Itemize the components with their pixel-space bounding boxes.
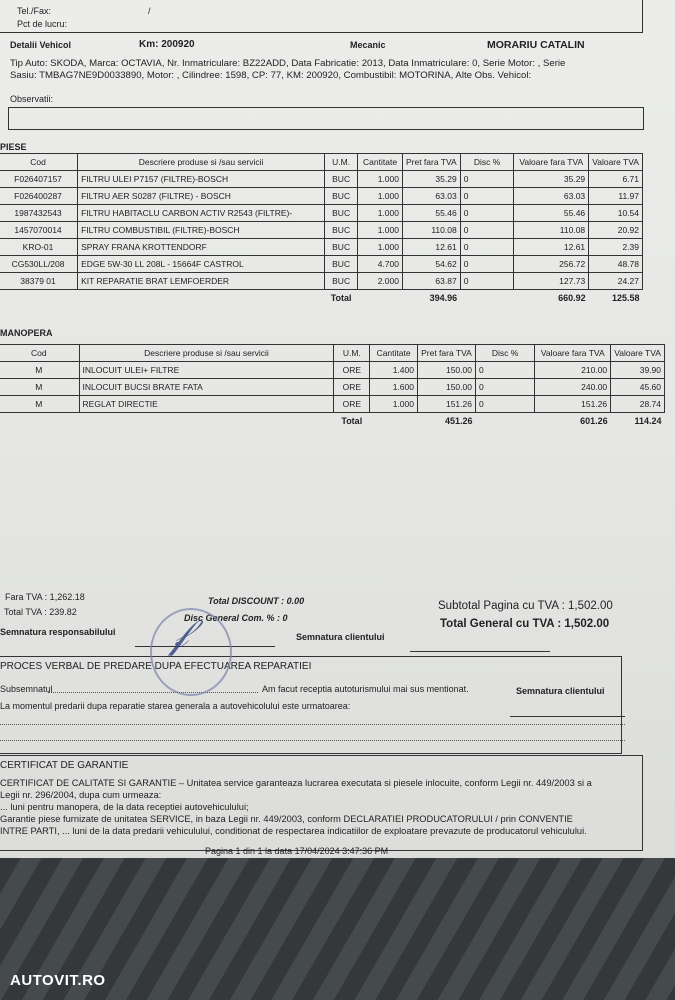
- table-cell: 45.60: [611, 379, 665, 396]
- column-header: Valoare TVA: [589, 154, 643, 171]
- table-cell: 240.00: [535, 379, 611, 396]
- page-footer: Pagina 1 din 1 la data 17/04/2024 3:47:36 PM: [205, 846, 389, 856]
- table-cell: 0: [460, 256, 514, 273]
- total-general-label: [440, 618, 609, 630]
- table-cell: ORE: [334, 396, 370, 413]
- table-cell: M: [0, 396, 79, 413]
- total-tva: Total TVA : 239.82: [4, 607, 77, 617]
- column-header: Disc %: [460, 154, 514, 171]
- table-cell: KIT REPARATIE BRAT LEMFOERDER: [78, 273, 325, 290]
- table-cell: 150.00: [417, 362, 475, 379]
- table-row: [0, 205, 643, 222]
- subtotal-pagina: Subtotal Pagina cu TVA : 1,502.00: [438, 600, 613, 612]
- total-pret: 394.96: [429, 293, 458, 304]
- column-header: Descriere produse si /sau servicii: [78, 154, 325, 171]
- table-cell: ORE: [334, 362, 370, 379]
- client-info-box: [0, 0, 643, 33]
- table-row: [0, 239, 643, 256]
- garantie-line-2: Legii nr. 296/2004, dupa cum urmeaza:: [0, 790, 162, 800]
- table-cell: 54.62: [402, 256, 460, 273]
- garantie-line-5: INTRE PARTI, ... luni de la data predarii vehiculului, conditionat de respectarea indicatiilor de exploatare prevazute de producatorul vehiculului.: [0, 826, 587, 836]
- total-label: Total: [341, 416, 363, 427]
- table-cell: 35.29: [514, 171, 589, 188]
- semnatura-client-2: Semnatura clientului: [516, 686, 605, 696]
- semnatura-client: Semnatura clientului: [296, 632, 385, 642]
- table-cell: 2.39: [589, 239, 643, 256]
- table-cell: REGLAT DIRECTIE: [79, 396, 334, 413]
- table-row: [0, 256, 643, 273]
- signature-line: [410, 651, 550, 652]
- total-pret: 451.26: [444, 416, 473, 427]
- table-row: [0, 362, 665, 379]
- table-cell: FILTRU HABITACLU CARBON ACTIV R2543 (FILTRE)-: [78, 205, 325, 222]
- watermark-logo: AUTOVIT.RO: [10, 972, 106, 989]
- table-cell: 0: [475, 379, 534, 396]
- total-row: [0, 413, 665, 430]
- table-cell: 0: [460, 188, 514, 205]
- disc-general: Disc General Com. % : 0: [184, 613, 288, 623]
- table-cell: 1.600: [370, 379, 418, 396]
- table-cell: 10.54: [589, 205, 643, 222]
- column-header: U.M.: [334, 345, 370, 362]
- total-tva-value: 114.24: [634, 416, 662, 427]
- table-cell: 55.46: [402, 205, 460, 222]
- table-cell: 0: [475, 396, 534, 413]
- column-header: U.M.: [325, 154, 358, 171]
- table-cell: 1.000: [370, 396, 418, 413]
- table-cell: BUC: [325, 171, 358, 188]
- total-label: Total: [330, 293, 352, 304]
- column-header: Valoare fara TVA: [514, 154, 589, 171]
- table-cell: 0: [460, 273, 514, 290]
- semnatura-responsabil: Semnatura responsabilului: [0, 627, 116, 637]
- table-cell: 24.27: [589, 273, 643, 290]
- table-cell: 38379 01: [0, 273, 78, 290]
- table-row: [0, 171, 643, 188]
- total-valoare: 660.92: [558, 293, 586, 304]
- table-cell: 151.26: [417, 396, 475, 413]
- table-cell: FILTRU AER S0287 (FILTRE) - BOSCH: [78, 188, 325, 205]
- total-row: [0, 290, 643, 307]
- table-cell: 55.46: [514, 205, 589, 222]
- table-cell: 127.73: [514, 273, 589, 290]
- table-cell: 256.72: [514, 256, 589, 273]
- table-cell: 63.03: [514, 188, 589, 205]
- total-general-value: 1,502.00: [564, 618, 610, 630]
- garantie-line-1: CERTIFICAT DE CALITATE SI GARANTIE – Unitatea service garanteaza lucrarea executata si piesele inlocuite, conform Legii nr. 449/2003 si a: [0, 778, 592, 788]
- table-cell: 12.61: [514, 239, 589, 256]
- table-cell: 11.97: [589, 188, 643, 205]
- table-cell: BUC: [325, 205, 358, 222]
- table-cell: 0: [460, 171, 514, 188]
- table-cell: 12.61: [402, 239, 460, 256]
- table-cell: M: [0, 362, 79, 379]
- table-cell: 0: [460, 205, 514, 222]
- column-header: Disc %: [475, 345, 534, 362]
- km: Km: 200920: [139, 39, 195, 50]
- manopera-table: [0, 344, 665, 430]
- table-cell: ORE: [334, 379, 370, 396]
- proces-title: PROCES VERBAL DE PREDARE DUPA EFECTUAREA REPARATIEI: [0, 661, 312, 672]
- table-cell: BUC: [325, 188, 358, 205]
- table-cell: CG530LL/208: [0, 256, 78, 273]
- table-cell: EDGE 5W-30 LL 208L - 15664F CASTROL: [78, 256, 325, 273]
- fara-tva: Fara TVA : 1,262.18: [5, 592, 85, 602]
- table-cell: 48.78: [589, 256, 643, 273]
- table-cell: 63.87: [402, 273, 460, 290]
- table-row: [0, 273, 643, 290]
- table-cell: 1987432543: [0, 205, 78, 222]
- table-cell: BUC: [325, 222, 358, 239]
- table-cell: 1.000: [358, 171, 403, 188]
- tel-label: Tel./Fax:: [17, 6, 52, 16]
- garantie-line-4: Garantie piese furnizate de unitatea SERVICE, in baza Legii nr. 449/2003, conform DECLARATIEI PRODUCATORULUI / prin CONVENTIE: [0, 814, 573, 824]
- table-cell: 63.03: [402, 188, 460, 205]
- column-header: Cod: [0, 345, 79, 362]
- column-header: Cantitate: [358, 154, 403, 171]
- table-cell: BUC: [325, 273, 358, 290]
- mecanic-name: MORARIU CATALIN: [487, 39, 585, 51]
- column-header: Descriere produse si /sau servicii: [79, 345, 334, 362]
- column-header: Valoare TVA: [611, 345, 665, 362]
- piese-title: PIESE: [0, 142, 27, 152]
- table-row: [0, 379, 665, 396]
- table-header: [0, 345, 665, 362]
- table-cell: 0: [460, 239, 514, 256]
- vehicle-line-1: Tip Auto: SKODA, Marca: OCTAVIA, Nr. Inmatriculare: BZ22ADD, Data Fabricatie: 2013, Data Inmatriculare: 0, Serie Motor: , Serie: [10, 58, 566, 69]
- table-cell: 1.000: [358, 205, 403, 222]
- table-cell: 28.74: [611, 396, 665, 413]
- table-cell: BUC: [325, 239, 358, 256]
- dotted-line: [48, 692, 258, 693]
- table-cell: 1.000: [358, 222, 403, 239]
- table-cell: 1.000: [358, 188, 403, 205]
- total-discount: Total DISCOUNT : 0.00: [208, 596, 305, 606]
- table-cell: 1.000: [358, 239, 403, 256]
- column-header: Pret fara TVA: [402, 154, 460, 171]
- table-row: [0, 222, 643, 239]
- mecanic-label: Mecanic: [350, 40, 386, 50]
- garantie-title: CERTIFICAT DE GARANTIE: [0, 760, 129, 771]
- signature-line: [510, 716, 625, 717]
- receptie-text: Am facut receptia autoturismului mai sus mentionat.: [262, 684, 469, 694]
- table-cell: 6.71: [589, 171, 643, 188]
- table-cell: 150.00: [417, 379, 475, 396]
- total-valoare: 601.26: [580, 416, 608, 427]
- dotted-line: [0, 740, 625, 741]
- pct-lucru-label: Pct de lucru:: [17, 19, 68, 29]
- table-cell: 110.08: [402, 222, 460, 239]
- table-cell: 35.29: [402, 171, 460, 188]
- piese-table: [0, 153, 643, 307]
- table-row: [0, 188, 643, 205]
- table-cell: FILTRU COMBUSTIBIL (FILTRE)-BOSCH: [78, 222, 325, 239]
- table-cell: 2.000: [358, 273, 403, 290]
- table-row: [0, 396, 665, 413]
- column-header: Cod: [0, 154, 78, 171]
- table-cell: SPRAY FRANA KROTTENDORF: [78, 239, 325, 256]
- column-header: Pret fara TVA: [417, 345, 475, 362]
- table-cell: 1457070014: [0, 222, 78, 239]
- table-cell: 151.26: [535, 396, 611, 413]
- stare-text: La momentul predarii dupa reparatie starea generala a autovehicolului este urmatoarea:: [0, 701, 351, 711]
- garantie-line-3: ... luni pentru manopera, de la data receptiei autovehiculului;: [0, 802, 249, 812]
- table-cell: INLOCUIT BUCSI BRATE FATA: [79, 379, 334, 396]
- tel-value: /: [148, 6, 151, 16]
- vehicle-line-2: Sasiu: TMBAG7NE9D0033890, Motor: , Cilindree: 1598, CP: 77, KM: 200920, Combustibil: MOTORINA, Alte Obs. Vehicol:: [10, 70, 532, 81]
- observatii-label: Observatii:: [10, 94, 54, 104]
- table-cell: 110.08: [514, 222, 589, 239]
- manopera-title: MANOPERA: [0, 328, 53, 338]
- table-cell: FILTRU ULEI P7157 (FILTRE)-BOSCH: [78, 171, 325, 188]
- table-cell: BUC: [325, 256, 358, 273]
- table-cell: 4.700: [358, 256, 403, 273]
- column-header: Valoare fara TVA: [535, 345, 611, 362]
- table-cell: F026400287: [0, 188, 78, 205]
- total-general-text: Total General cu TVA :: [440, 618, 565, 630]
- table-cell: 39.90: [611, 362, 665, 379]
- table-cell: 0: [460, 222, 514, 239]
- table-cell: 20.92: [589, 222, 643, 239]
- table-cell: KRO-01: [0, 239, 78, 256]
- total-tva-value: 125.58: [611, 293, 640, 304]
- handwritten-signature: 𝒻: [170, 612, 188, 656]
- table-cell: F026407157: [0, 171, 78, 188]
- vehicle-details-label: Detalii Vehicol: [10, 40, 72, 50]
- observatii-box: [8, 107, 644, 130]
- column-header: Cantitate: [370, 345, 418, 362]
- table-cell: M: [0, 379, 79, 396]
- table-cell: 210.00: [535, 362, 611, 379]
- subsemnatul-label: Subsemnatul: [0, 684, 53, 694]
- dotted-line: [0, 724, 625, 725]
- table-cell: 1.400: [370, 362, 418, 379]
- table-header: [0, 154, 643, 171]
- table-cell: 0: [475, 362, 534, 379]
- table-cell: INLOCUIT ULEI+ FILTRE: [79, 362, 334, 379]
